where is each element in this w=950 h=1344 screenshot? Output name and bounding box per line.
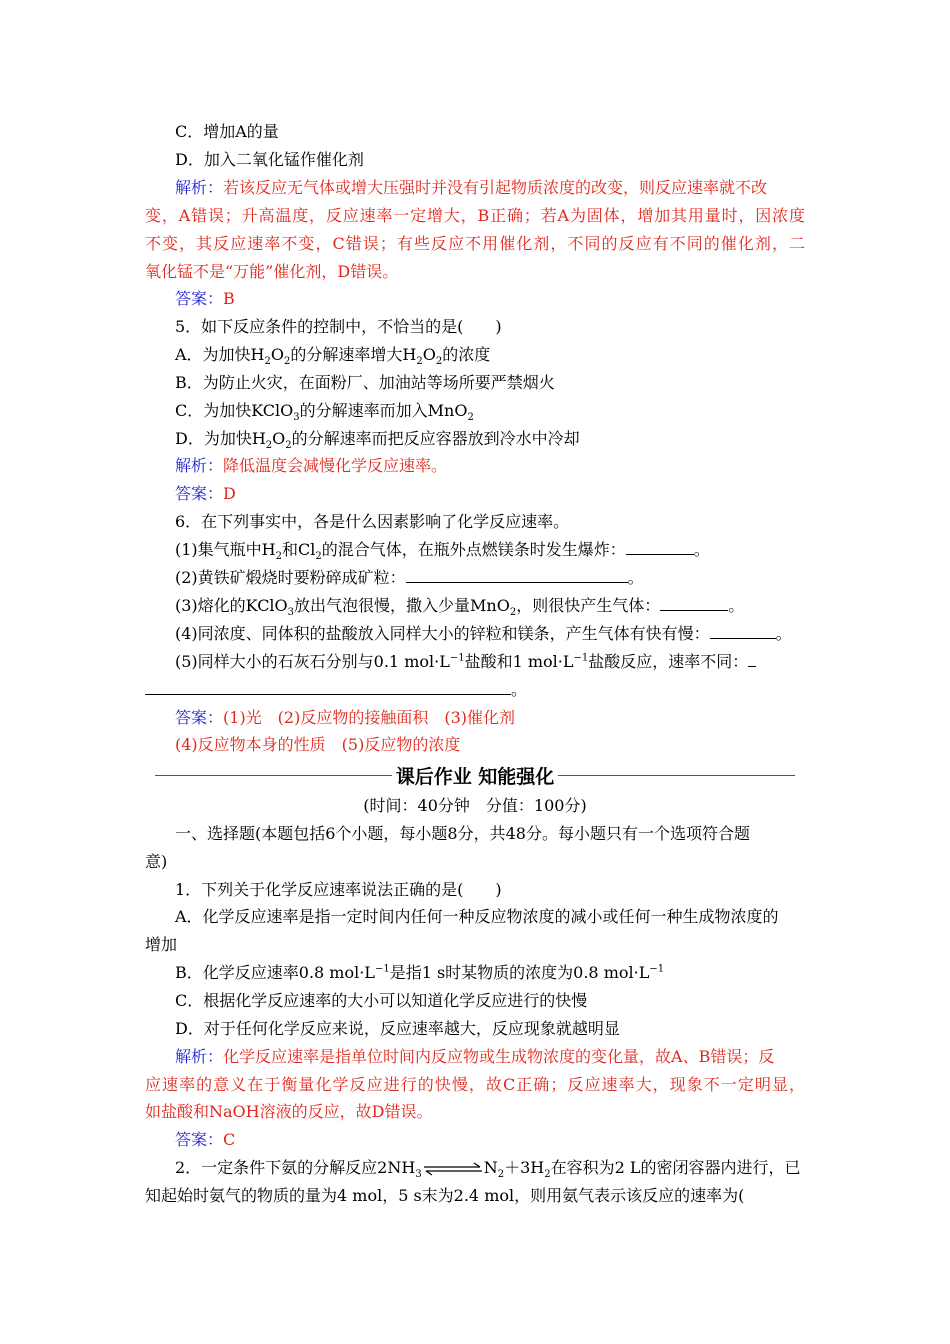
subscript: 3 bbox=[293, 412, 300, 424]
section-intro-line1: 一、选择题(本题包括6个小题，每小题8分，共48分。每小题只有一个选项符合题 bbox=[175, 824, 750, 843]
text: 的分解速率而把反应容器放到冷水中冷却 bbox=[291, 429, 580, 448]
q6-answer-line2: (4)反应物本身的性质 (5)反应物的浓度 bbox=[175, 735, 461, 754]
subscript: 2 bbox=[315, 551, 322, 563]
answer-blank[interactable] bbox=[748, 652, 756, 667]
subscript: 2 bbox=[467, 412, 474, 424]
text: 。 bbox=[511, 680, 528, 699]
answer-value: B bbox=[223, 289, 235, 308]
answer-label: 答案： bbox=[175, 289, 224, 308]
text: 的分解速率而加入MnO bbox=[299, 401, 468, 420]
answer-value: C bbox=[223, 1130, 236, 1149]
text: B．化学反应速率0.8 mol·L bbox=[175, 963, 375, 982]
subscript: 2 bbox=[265, 440, 273, 452]
subscript: 2 bbox=[435, 356, 443, 368]
superscript: −1 bbox=[573, 652, 589, 664]
q4-answer bbox=[175, 289, 235, 309]
text: D．为加快H bbox=[175, 429, 266, 448]
p2-stem-line2: 知起始时氨气的物质的量为4 mol，5 s末为2.4 mol，则用氨气表示该反应的速率为( bbox=[145, 1186, 745, 1205]
text: O bbox=[422, 345, 436, 364]
text: 。 bbox=[775, 624, 792, 643]
answer-value: (1)光 (2)反应物的接触面积 (3)催化剂 bbox=[223, 708, 516, 727]
text: (3)熔化的KClO bbox=[175, 596, 288, 615]
subscript: 3 bbox=[415, 1169, 422, 1181]
text: 在容积为2 L的密闭容器内进行，已 bbox=[550, 1158, 801, 1177]
q5-option-b: B．为防止火灾，在面粉厂、加油站等场所要严禁烟火 bbox=[175, 373, 555, 392]
text: 。 bbox=[693, 540, 710, 559]
text: 是指1 s时某物质的浓度为0.8 mol·L bbox=[389, 963, 650, 982]
p1-option-c: C．根据化学反应速率的大小可以知道化学反应进行的快慢 bbox=[175, 991, 588, 1010]
section-title: 课后作业 知能强化 bbox=[395, 765, 555, 788]
q5-analysis bbox=[175, 456, 447, 476]
text: 盐酸反应，速率不同： bbox=[588, 652, 749, 671]
p1-analysis-line3: 如盐酸和NaOH溶液的反应，故D错误。 bbox=[145, 1102, 433, 1121]
reversible-reaction-arrow-icon bbox=[422, 1162, 484, 1176]
answer-label: 答案： bbox=[175, 708, 224, 727]
p1-analysis-line2: 应速率的意义在于衡量化学反应进行的快慢，故C正确；反应速率大，现象不一定明显， bbox=[145, 1075, 805, 1094]
answer-blank[interactable] bbox=[660, 596, 728, 611]
q4-option-d: D．加入二氧化锰作催化剂 bbox=[175, 150, 364, 169]
text: 。 bbox=[728, 596, 745, 615]
q5-option-a bbox=[175, 345, 491, 368]
subscript: 2 bbox=[544, 1169, 551, 1181]
text: (5)同样大小的石灰石分别与0.1 mol·L bbox=[175, 652, 450, 671]
subscript: 2 bbox=[275, 551, 282, 563]
q5-stem: 5．如下反应条件的控制中，不恰当的是( ) bbox=[175, 317, 502, 336]
text: N bbox=[483, 1158, 498, 1177]
q4-analysis-line2: 变，A错误；升高温度，反应速率一定增大，B正确；若A为固体，增加其用量时，因浓度 bbox=[145, 206, 805, 225]
subscript: 2 bbox=[497, 1169, 505, 1181]
heading-rule-right bbox=[558, 775, 795, 776]
analysis-label: 解析： bbox=[175, 178, 224, 197]
analysis-text: 若该反应无气体或增大压强时并没有引起物质浓度的改变，则反应速率就不改 bbox=[223, 178, 768, 197]
answer-blank[interactable] bbox=[710, 624, 776, 639]
subscript: 2 bbox=[416, 356, 423, 368]
q6-part5-continued bbox=[145, 680, 527, 700]
q6-answer-line1 bbox=[175, 708, 515, 728]
text: A．为加快H bbox=[175, 345, 265, 364]
answer-value: D bbox=[223, 484, 236, 503]
q6-part5 bbox=[175, 652, 756, 672]
answer-blank[interactable] bbox=[406, 568, 628, 583]
text: 。 bbox=[627, 568, 644, 587]
analysis-text: 化学反应速率是指单位时间内反应物或生成物浓度的变化量，故A、B错误；反 bbox=[223, 1047, 775, 1066]
p1-option-a-line2: 增加 bbox=[145, 935, 178, 954]
superscript: −1 bbox=[449, 652, 465, 664]
p1-option-b bbox=[175, 963, 664, 983]
q6-stem: 6．在下列事实中，各是什么因素影响了化学反应速率。 bbox=[175, 512, 570, 531]
text: (2)黄铁矿煅烧时要粉碎成矿粒： bbox=[175, 568, 406, 587]
subscript: 2 bbox=[284, 356, 291, 368]
text: (4)同浓度、同体积的盐酸放入同样大小的锌粒和镁条，产生气体有快有慢： bbox=[175, 624, 710, 643]
analysis-label: 解析： bbox=[175, 1047, 224, 1066]
text: ，则很快产生气体： bbox=[516, 596, 661, 615]
text: 和Cl bbox=[282, 540, 316, 559]
superscript: −1 bbox=[649, 963, 665, 975]
q5-option-d bbox=[175, 429, 580, 452]
answer-label: 答案： bbox=[175, 1130, 224, 1149]
subscript: 2 bbox=[285, 440, 292, 452]
superscript: −1 bbox=[374, 963, 390, 975]
analysis-text: 降低温度会减慢化学反应速率。 bbox=[223, 456, 448, 475]
p1-option-d: D．对于任何化学反应来说，反应速率越大，反应现象就越明显 bbox=[175, 1019, 620, 1038]
subscript: 2 bbox=[509, 607, 517, 619]
p1-stem: 1．下列关于化学反应速率说法正确的是( ) bbox=[175, 880, 502, 899]
p1-answer bbox=[175, 1130, 235, 1150]
p1-analysis-line1 bbox=[175, 1047, 774, 1067]
heading-rule-left bbox=[155, 775, 392, 776]
text: 盐酸和1 mol·L bbox=[464, 652, 574, 671]
section-intro-line2: 意) bbox=[145, 852, 168, 871]
p1-option-a-line1: A．化学反应速率是指一定时间内任何一种反应物浓度的减小或任何一种生成物浓度的 bbox=[175, 907, 779, 926]
q4-analysis-line4: 氧化锰不是“万能”催化剂，D错误。 bbox=[145, 262, 399, 281]
q5-answer bbox=[175, 484, 236, 504]
time-score-info: (时间：40分钟 分值：100分) bbox=[363, 796, 587, 815]
q6-part3 bbox=[175, 596, 745, 619]
p2-stem-line1 bbox=[175, 1158, 801, 1181]
text: 放出气泡很慢，撒入少量MnO bbox=[294, 596, 510, 615]
text: ＋3H bbox=[504, 1158, 545, 1177]
q4-option-c: C．增加A的量 bbox=[175, 122, 279, 141]
text: (1)集气瓶中H bbox=[175, 540, 276, 559]
text: 的浓度 bbox=[442, 345, 491, 364]
text: 的分解速率增大H bbox=[290, 345, 417, 364]
answer-label: 答案： bbox=[175, 484, 224, 503]
q4-analysis-line1 bbox=[175, 178, 767, 198]
subscript: 3 bbox=[287, 607, 295, 619]
subscript: 2 bbox=[264, 356, 271, 368]
q6-part1 bbox=[175, 540, 710, 563]
text: O bbox=[270, 345, 285, 364]
q5-option-c bbox=[175, 401, 474, 424]
text: O bbox=[272, 429, 286, 448]
answer-blank[interactable] bbox=[626, 540, 694, 555]
text: 2．一定条件下氨的分解反应2NH bbox=[175, 1158, 416, 1177]
q6-part2 bbox=[175, 568, 644, 588]
text: C．为加快KClO bbox=[175, 401, 294, 420]
analysis-label: 解析： bbox=[175, 456, 224, 475]
answer-blank[interactable] bbox=[145, 680, 511, 695]
q4-analysis-line3: 不变，其反应速率不变，C错误；有些反应不用催化剂，不同的反应有不同的催化剂，二 bbox=[145, 234, 805, 253]
section-heading bbox=[155, 762, 795, 788]
text: 的混合气体，在瓶外点燃镁条时发生爆炸： bbox=[321, 540, 626, 559]
q6-part4 bbox=[175, 624, 792, 644]
